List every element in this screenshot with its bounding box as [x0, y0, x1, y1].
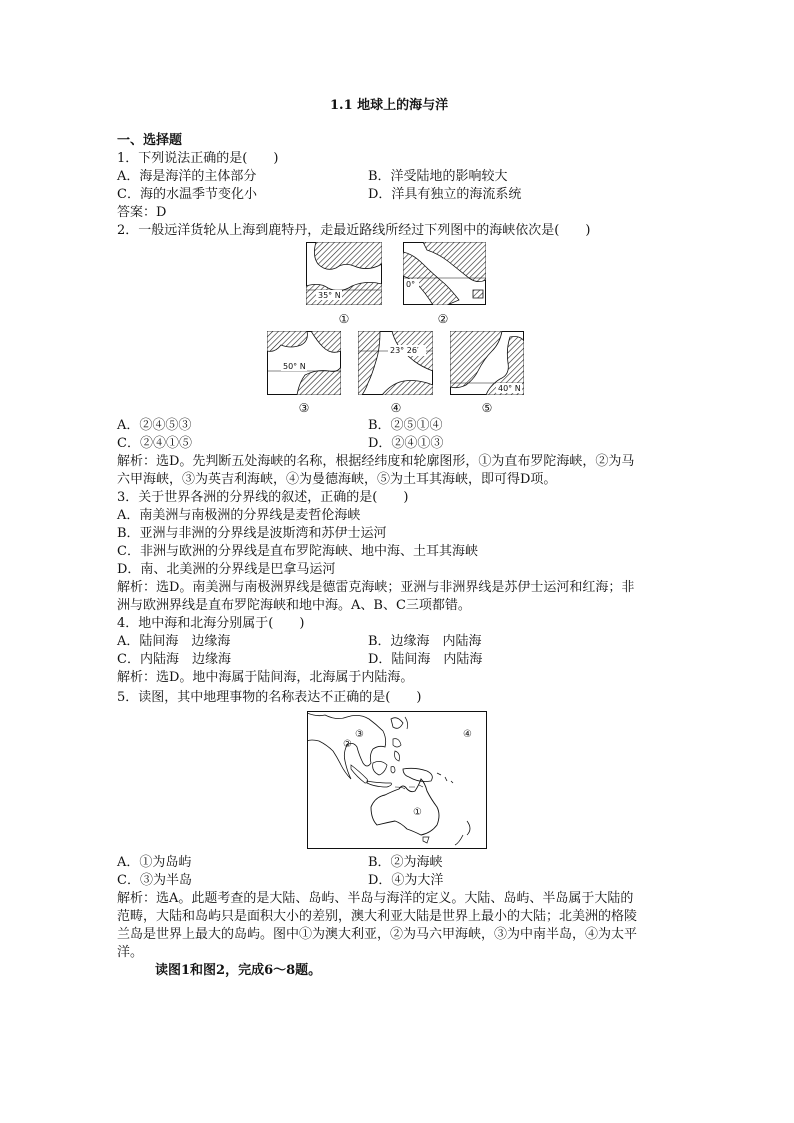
strait-map-3 — [267, 331, 341, 395]
map-4-latitude: 23° 26′ — [390, 346, 419, 355]
reading-lead: 读图1和图2，完成6～8题。 — [155, 963, 322, 978]
map-label-1: ① — [413, 807, 422, 818]
map-3-number: ③ — [298, 401, 310, 415]
strait-map-5 — [450, 331, 524, 395]
map-5-number: ⑤ — [481, 401, 493, 415]
q1-option-d: D．洋具有独立的海流系统 — [368, 187, 522, 202]
q4-option-d: D．陆间海 内陆海 — [368, 652, 483, 667]
q4-option-a: A．陆间海 边缘海 — [117, 634, 231, 649]
southeast-asia-oceania-map — [307, 711, 487, 849]
map-2-latitude: 0° — [406, 280, 416, 289]
q1-answer: 答案：D — [117, 205, 167, 220]
q3-explanation-line-1: 解析：选D。南美洲与南极洲界线是德雷克海峡；亚洲与非洲界线是苏伊士运河和红海；非 — [117, 580, 635, 595]
map-label-4: ④ — [463, 729, 472, 740]
q2-stem: 2．一般远洋货轮从上海到鹿特丹，走最近路线所经过下列图中的海峡依次是( ) — [117, 223, 591, 238]
q3-option-d: D．南、北美洲的分界线是巴拿马运河 — [117, 562, 336, 577]
map-4-number: ④ — [390, 401, 402, 415]
q4-option-b: B．边缘海 内陆海 — [368, 634, 482, 649]
q4-stem: 4．地中海和北海分别属于( ) — [117, 616, 305, 631]
q5-option-d: D．④为大洋 — [368, 873, 444, 888]
q3-stem: 3．关于世界各洲的分界线的叙述，正确的是( ) — [117, 490, 409, 505]
q4-explanation: 解析：选D。地中海属于陆间海，北海属于内陆海。 — [117, 670, 414, 685]
q5-option-c: C．③为半岛 — [117, 873, 192, 888]
map-1-number: ① — [338, 312, 350, 326]
section-heading: 一、选择题 — [117, 133, 183, 148]
map-2-number: ② — [437, 312, 449, 326]
q2-explanation-line-2: 六甲海峡，③为英吉利海峡，④为曼德海峡，⑤为土耳其海峡，即可得D项。 — [117, 472, 557, 487]
q1-option-b: B．洋受陆地的影响较大 — [368, 169, 508, 184]
q5-explanation-line-2: 范畴，大陆和岛屿只是面积大小的差别，澳大利亚大陆是世界上最小的大陆；北美洲的格陵 — [117, 909, 638, 924]
q2-option-b: B．②⑤①④ — [368, 418, 443, 433]
q2-option-a: A．②④⑤③ — [117, 418, 192, 433]
map-3-latitude: 50° N — [283, 362, 306, 371]
map-1-latitude: 35° N — [318, 291, 341, 300]
q4-option-c: C．内陆海 边缘海 — [117, 652, 231, 667]
strait-map-2 — [403, 242, 486, 305]
page-title: 1.1 地球上的海与洋 — [330, 98, 449, 113]
map-5-latitude: 40° N — [498, 384, 521, 393]
map-label-3: ③ — [355, 729, 364, 740]
q5-option-b: B．②为海峡 — [368, 855, 443, 870]
q5-option-a: A．①为岛屿 — [117, 855, 192, 870]
q5-explanation-line-1: 解析：选A。此题考查的是大陆、岛屿、半岛与海洋的定义。大陆、岛屿、半岛属于大陆的 — [117, 891, 634, 906]
q5-explanation-line-4: 洋。 — [117, 945, 144, 960]
q1-option-c: C．海的水温季节变化小 — [117, 187, 257, 202]
strait-map-4 — [358, 331, 433, 395]
q2-option-c: C．②④①⑤ — [117, 436, 192, 451]
q2-explanation-line-1: 解析：选D。先判断五处海峡的名称，根据经纬度和轮廓图形，①为直布罗陀海峡，②为马 — [117, 454, 635, 469]
q3-option-b: B．亚洲与非洲的分界线是波斯湾和苏伊士运河 — [117, 526, 387, 541]
q1-stem: 1．下列说法正确的是( ) — [117, 151, 279, 166]
q5-explanation-line-3: 兰岛是世界上最大的岛屿。图中①为澳大利亚，②为马六甲海峡，③为中南半岛，④为太平 — [117, 927, 638, 942]
q3-explanation-line-2: 洲与欧洲界线是直布罗陀海峡和地中海。A、B、C三项都错。 — [117, 598, 471, 613]
strait-map-1 — [306, 242, 382, 305]
q1-option-a: A．海是海洋的主体部分 — [117, 169, 257, 184]
map-label-2: ② — [343, 739, 352, 750]
q2-option-d: D．②④①③ — [368, 436, 444, 451]
q3-option-c: C．非洲与欧洲的分界线是直布罗陀海峡、地中海、土耳其海峡 — [117, 544, 478, 559]
q5-stem: 5．读图，其中地理事物的名称表达不正确的是( ) — [117, 690, 422, 705]
q3-option-a: A．南美洲与南极洲的分界线是麦哲伦海峡 — [117, 508, 361, 523]
